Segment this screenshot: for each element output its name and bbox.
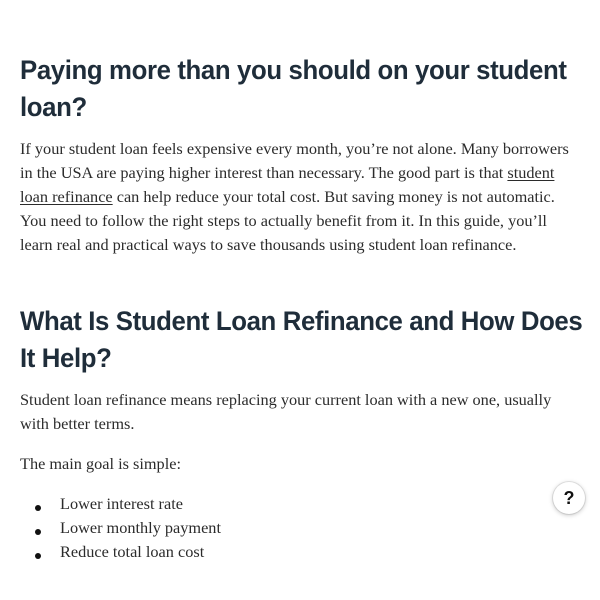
bullet-icon [35,553,41,559]
goals-list [20,492,580,564]
list-item-label: Reduce total loan cost [60,542,205,561]
list-item-label: Lower interest rate [60,494,183,513]
list-item [20,492,580,516]
bullet-icon [35,505,41,511]
question-mark-icon: ? [563,488,575,508]
list-item-label: Lower monthly payment [60,518,221,537]
intro-text-after-link: can help reduce your total cost. But saving money is not automatic. You need to follow the right steps to actually benefit from it. In this guide, you’ll learn real and practical ways to save thousands using student loan refinance. [20,187,555,254]
goal-intro-paragraph: The main goal is simple: [20,454,181,473]
article-heading-paying-more: Paying more than you should on your student loan? [20,55,567,122]
section-heading-what-is-refinance: What Is Student Loan Refinance and How Does It Help? [20,306,583,373]
intro-paragraph [20,137,580,257]
list-item [20,516,580,540]
list-item [20,540,580,564]
student-loan-refinance-link[interactable]: student loan refinance [20,163,555,206]
definition-paragraph: Student loan refinance means replacing your current loan with a new one, usually with better terms. [20,390,552,433]
intro-text-before-link: If your student loan feels expensive every month, you’re not alone. Many borrowers in the USA are paying higher interest than necessary. The good part is that [20,139,569,182]
help-button[interactable] [553,482,585,514]
article-content [20,52,583,564]
bullet-icon [35,529,41,535]
